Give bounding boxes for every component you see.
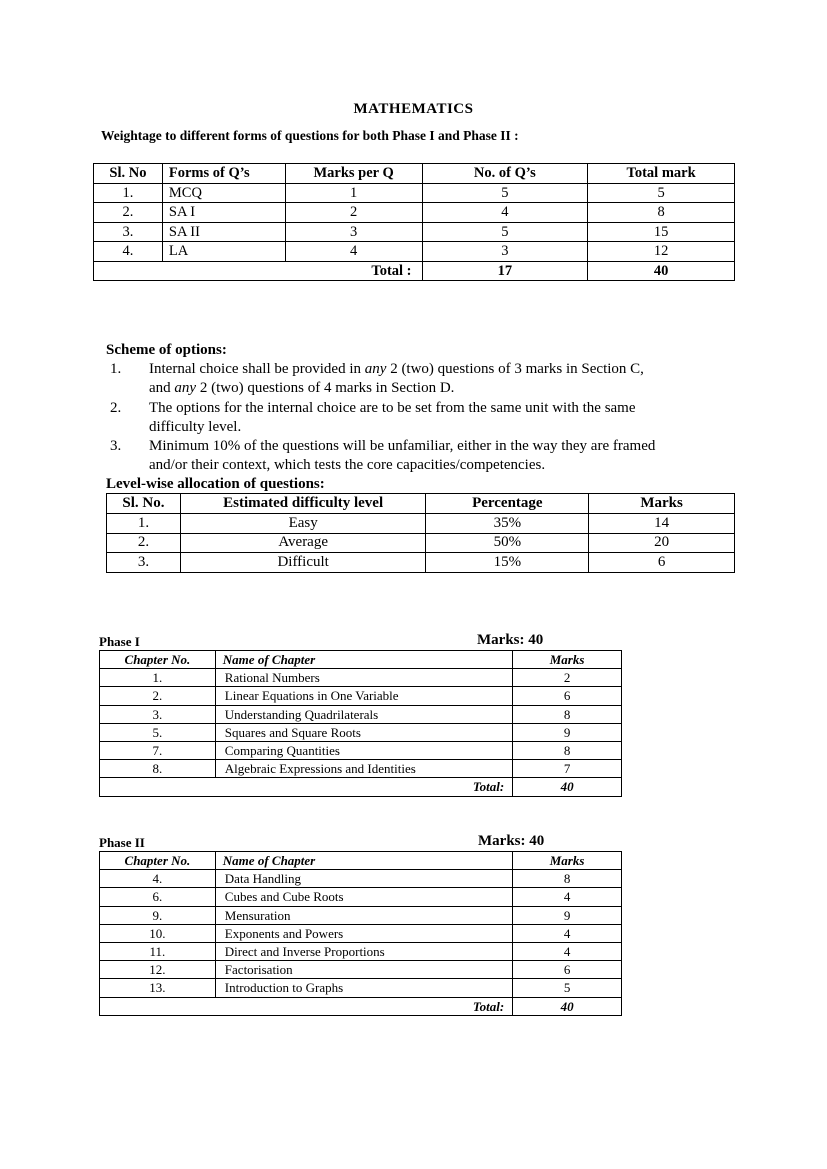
col-header: Estimated difficulty level bbox=[180, 494, 426, 514]
cell: 13. bbox=[100, 979, 216, 997]
cell: 5. bbox=[100, 723, 216, 741]
text: 2 (two) questions of 4 marks in Section D. bbox=[196, 380, 455, 396]
table-total-row bbox=[100, 997, 622, 1015]
item-line: and/or their context, which tests the core capacities/competencies. bbox=[149, 457, 546, 473]
col-header: Chapter No. bbox=[100, 852, 216, 870]
table-row bbox=[100, 888, 622, 906]
col-header: Chapter No. bbox=[100, 651, 216, 669]
cell: 5 bbox=[422, 222, 588, 242]
emphasis: any bbox=[364, 361, 387, 377]
col-header: Marks bbox=[513, 651, 622, 669]
cell: 7 bbox=[513, 760, 622, 778]
cell: 8 bbox=[513, 741, 622, 759]
cell: 3. bbox=[100, 705, 216, 723]
text: and bbox=[149, 380, 175, 396]
cell: 20 bbox=[589, 533, 735, 553]
cell: 8 bbox=[513, 870, 622, 888]
cell: SA II bbox=[162, 222, 285, 242]
cell: 2 bbox=[285, 203, 422, 223]
cell: 8. bbox=[100, 760, 216, 778]
col-header: Marks bbox=[589, 494, 735, 514]
table-row bbox=[94, 222, 735, 242]
table-header-row bbox=[100, 852, 622, 870]
cell: Understanding Quadrilaterals bbox=[215, 705, 512, 723]
table-row bbox=[100, 723, 622, 741]
cell: 8 bbox=[588, 203, 735, 223]
cell: 35% bbox=[426, 513, 589, 533]
table-row bbox=[100, 870, 622, 888]
total-questions: 17 bbox=[422, 261, 588, 281]
item-line: The options for the internal choice are to be set from the same unit with the same bbox=[149, 400, 636, 416]
table-total-row bbox=[100, 778, 622, 796]
cell: 6 bbox=[513, 961, 622, 979]
cell: 4. bbox=[94, 242, 163, 262]
table-row bbox=[100, 906, 622, 924]
cell: 2. bbox=[100, 687, 216, 705]
total-label: Total: bbox=[100, 997, 513, 1015]
cell: 8 bbox=[513, 705, 622, 723]
total-marks: 40 bbox=[513, 997, 622, 1015]
cell: 11. bbox=[100, 942, 216, 960]
col-header: Forms of Q’s bbox=[162, 164, 285, 184]
table-total-row bbox=[94, 261, 735, 281]
table-row bbox=[94, 242, 735, 262]
col-header: Marks bbox=[513, 852, 622, 870]
text: 2 (two) questions of 3 marks in Section C, bbox=[386, 361, 644, 377]
level-table bbox=[106, 493, 735, 573]
col-header: Sl. No bbox=[94, 164, 163, 184]
cell: 4 bbox=[513, 924, 622, 942]
cell: 6 bbox=[513, 687, 622, 705]
cell: 5 bbox=[588, 183, 735, 203]
cell: Mensuration bbox=[215, 906, 512, 924]
phase2-table bbox=[99, 851, 622, 1016]
cell: 50% bbox=[426, 533, 589, 553]
cell: Cubes and Cube Roots bbox=[215, 888, 512, 906]
table-row bbox=[100, 760, 622, 778]
cell: 2. bbox=[94, 203, 163, 223]
item-number: 2. bbox=[110, 400, 122, 416]
table-row bbox=[100, 924, 622, 942]
level-heading: Level-wise allocation of questions: bbox=[106, 476, 325, 492]
table-row bbox=[100, 669, 622, 687]
cell: 1 bbox=[285, 183, 422, 203]
col-header: No. of Q’s bbox=[422, 164, 588, 184]
cell: 1. bbox=[94, 183, 163, 203]
cell: 2. bbox=[107, 533, 181, 553]
cell: Direct and Inverse Proportions bbox=[215, 942, 512, 960]
cell: 6. bbox=[100, 888, 216, 906]
table-row bbox=[100, 687, 622, 705]
total-marks: 40 bbox=[588, 261, 735, 281]
total-marks: 40 bbox=[513, 778, 622, 796]
col-header: Sl. No. bbox=[107, 494, 181, 514]
cell: 4 bbox=[513, 888, 622, 906]
item-number: 3. bbox=[110, 438, 122, 454]
cell: Introduction to Graphs bbox=[215, 979, 512, 997]
cell: LA bbox=[162, 242, 285, 262]
cell: 3 bbox=[422, 242, 588, 262]
col-header: Percentage bbox=[426, 494, 589, 514]
cell: 3 bbox=[285, 222, 422, 242]
item-line: Minimum 10% of the questions will be unfamiliar, either in the way they are framed bbox=[149, 438, 656, 454]
cell: 2 bbox=[513, 669, 622, 687]
text: Internal choice shall be provided in bbox=[149, 361, 365, 377]
cell: Easy bbox=[180, 513, 426, 533]
col-header: Name of Chapter bbox=[215, 852, 512, 870]
cell: 9 bbox=[513, 906, 622, 924]
table-row bbox=[107, 553, 735, 573]
cell: Linear Equations in One Variable bbox=[215, 687, 512, 705]
table-header-row bbox=[94, 164, 735, 184]
page-title: MATHEMATICS bbox=[353, 101, 474, 117]
table-row bbox=[100, 705, 622, 723]
phase1-marks: Marks: 40 bbox=[477, 632, 544, 648]
cell: Squares and Square Roots bbox=[215, 723, 512, 741]
table-row bbox=[107, 513, 735, 533]
item-number: 1. bbox=[110, 361, 122, 377]
cell: Algebraic Expressions and Identities bbox=[215, 760, 512, 778]
cell: Average bbox=[180, 533, 426, 553]
cell: 5 bbox=[513, 979, 622, 997]
cell: 15% bbox=[426, 553, 589, 573]
table-header-row bbox=[107, 494, 735, 514]
table-row bbox=[100, 942, 622, 960]
table-row bbox=[107, 533, 735, 553]
cell: 12 bbox=[588, 242, 735, 262]
phase1-label: Phase I bbox=[99, 634, 140, 649]
cell: Difficult bbox=[180, 553, 426, 573]
table-row bbox=[100, 741, 622, 759]
table-row bbox=[94, 183, 735, 203]
cell: 4 bbox=[513, 942, 622, 960]
cell: MCQ bbox=[162, 183, 285, 203]
cell: 4 bbox=[285, 242, 422, 262]
table-row bbox=[100, 979, 622, 997]
cell: 12. bbox=[100, 961, 216, 979]
cell: Data Handling bbox=[215, 870, 512, 888]
cell: 7. bbox=[100, 741, 216, 759]
item-line bbox=[149, 360, 739, 379]
phase1-table bbox=[99, 650, 622, 797]
emphasis: any bbox=[174, 380, 197, 396]
scheme-heading: Scheme of options: bbox=[106, 342, 227, 358]
phase2-marks: Marks: 40 bbox=[478, 833, 545, 849]
cell: 1. bbox=[100, 669, 216, 687]
cell: 1. bbox=[107, 513, 181, 533]
cell: 6 bbox=[589, 553, 735, 573]
total-label: Total: bbox=[100, 778, 513, 796]
table-row bbox=[94, 203, 735, 223]
table-header-row bbox=[100, 651, 622, 669]
weightage-table bbox=[93, 163, 735, 281]
cell: Exponents and Powers bbox=[215, 924, 512, 942]
table-row bbox=[100, 961, 622, 979]
total-label: Total : bbox=[94, 261, 423, 281]
cell: Comparing Quantities bbox=[215, 741, 512, 759]
cell: 4. bbox=[100, 870, 216, 888]
col-header: Total mark bbox=[588, 164, 735, 184]
weightage-subtitle: Weightage to different forms of questions for both Phase I and Phase II : bbox=[101, 128, 519, 143]
item-line: difficulty level. bbox=[149, 419, 242, 435]
col-header: Marks per Q bbox=[285, 164, 422, 184]
cell: 3. bbox=[107, 553, 181, 573]
cell: 4 bbox=[422, 203, 588, 223]
cell: 9. bbox=[100, 906, 216, 924]
cell: Factorisation bbox=[215, 961, 512, 979]
cell: 5 bbox=[422, 183, 588, 203]
cell: 15 bbox=[588, 222, 735, 242]
col-header: Name of Chapter bbox=[215, 651, 512, 669]
cell: 10. bbox=[100, 924, 216, 942]
cell: 14 bbox=[589, 513, 735, 533]
cell: Rational Numbers bbox=[215, 669, 512, 687]
cell: SA I bbox=[162, 203, 285, 223]
cell: 3. bbox=[94, 222, 163, 242]
item-line bbox=[149, 379, 739, 398]
phase2-label: Phase II bbox=[99, 835, 145, 850]
cell: 9 bbox=[513, 723, 622, 741]
